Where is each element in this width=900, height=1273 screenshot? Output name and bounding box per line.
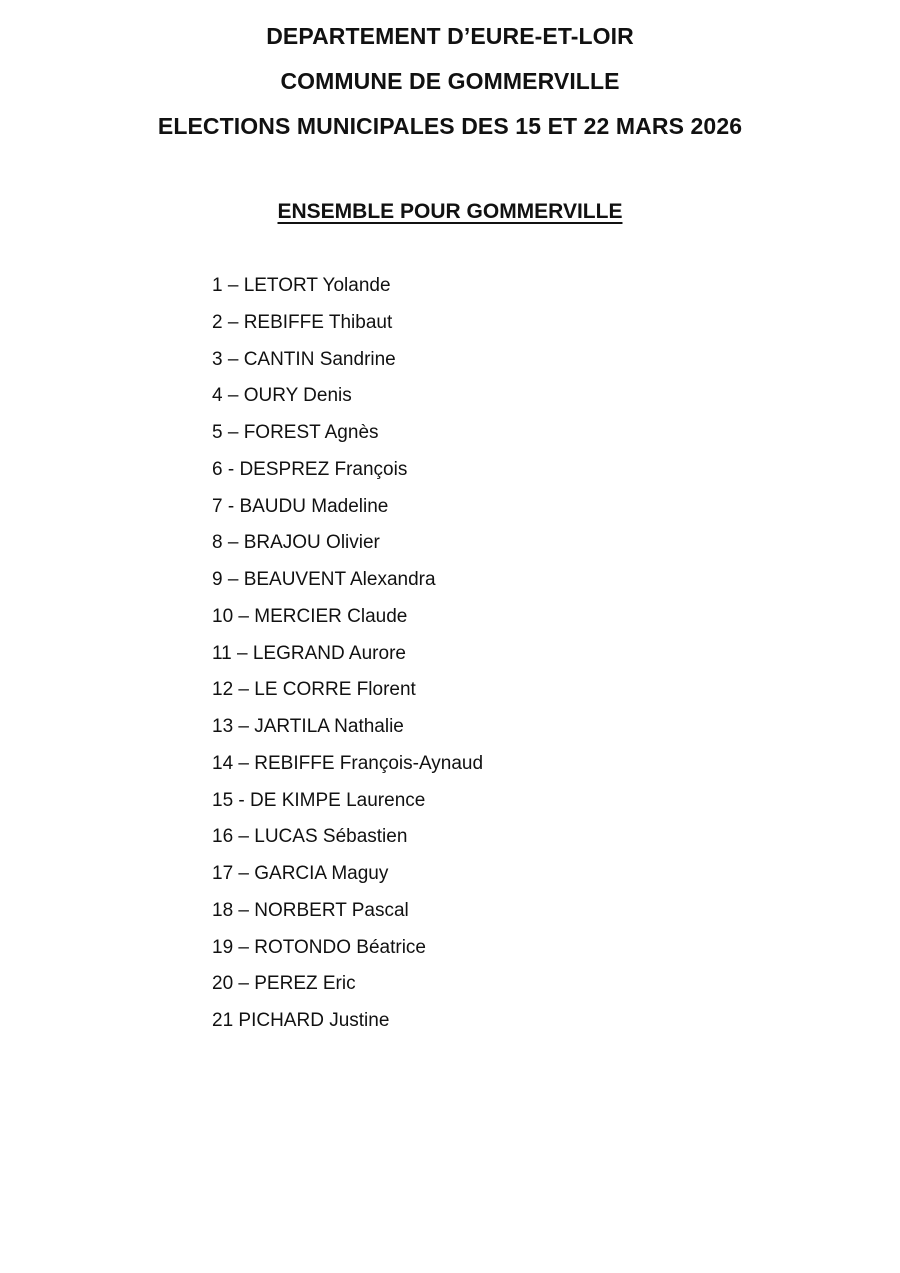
candidate-item: 9 – BEAUVENT Alexandra — [212, 569, 436, 590]
candidate-item: 1 – LETORT Yolande — [212, 275, 391, 296]
candidate-item: 3 – CANTIN Sandrine — [212, 348, 396, 370]
candidate-item: 6 - DESPREZ François — [212, 458, 408, 480]
candidate-item: 4 – OURY Denis — [212, 385, 352, 407]
candidate-item: 5 – FOREST Agnès — [212, 422, 379, 443]
candidate-item: 20 – PEREZ Eric — [212, 973, 356, 995]
candidate-item: 21 PICHARD Justine — [212, 1010, 390, 1031]
candidate-item: 13 – JARTILA Nathalie — [212, 716, 404, 737]
candidate-item: 10 – MERCIER Claude — [212, 605, 408, 627]
candidate-item: 19 – ROTONDO Béatrice — [212, 936, 427, 958]
election-title: ELECTIONS MUNICIPALES DES 15 ET 22 MARS 2026 — [157, 113, 743, 139]
department-title: DEPARTEMENT D’EURE-ET-LOIR — [266, 23, 634, 49]
candidate-item: 8 – BRAJOU Olivier — [212, 532, 380, 554]
candidate-item: 12 – LE CORRE Florent — [212, 679, 416, 701]
candidate-item: 17 – GARCIA Maguy — [212, 863, 389, 884]
document-header — [0, 14, 900, 149]
candidate-item: 11 – LEGRAND Aurore — [212, 642, 406, 664]
list-name-heading — [0, 195, 900, 229]
candidate-item: 16 – LUCAS Sébastien — [212, 826, 408, 848]
candidate-item: 2 – REBIFFE Thibaut — [212, 311, 393, 333]
candidate-list — [212, 268, 483, 1040]
candidate-item: 7 - BAUDU Madeline — [212, 495, 389, 517]
list-name-text: ENSEMBLE POUR GOMMERVILLE — [277, 200, 623, 223]
candidate-item: 18 – NORBERT Pascal — [212, 899, 409, 921]
commune-title: COMMUNE DE GOMMERVILLE — [280, 68, 620, 94]
candidate-item: 14 – REBIFFE François-Aynaud — [212, 752, 484, 774]
candidate-item: 15 - DE KIMPE Laurence — [212, 789, 426, 811]
